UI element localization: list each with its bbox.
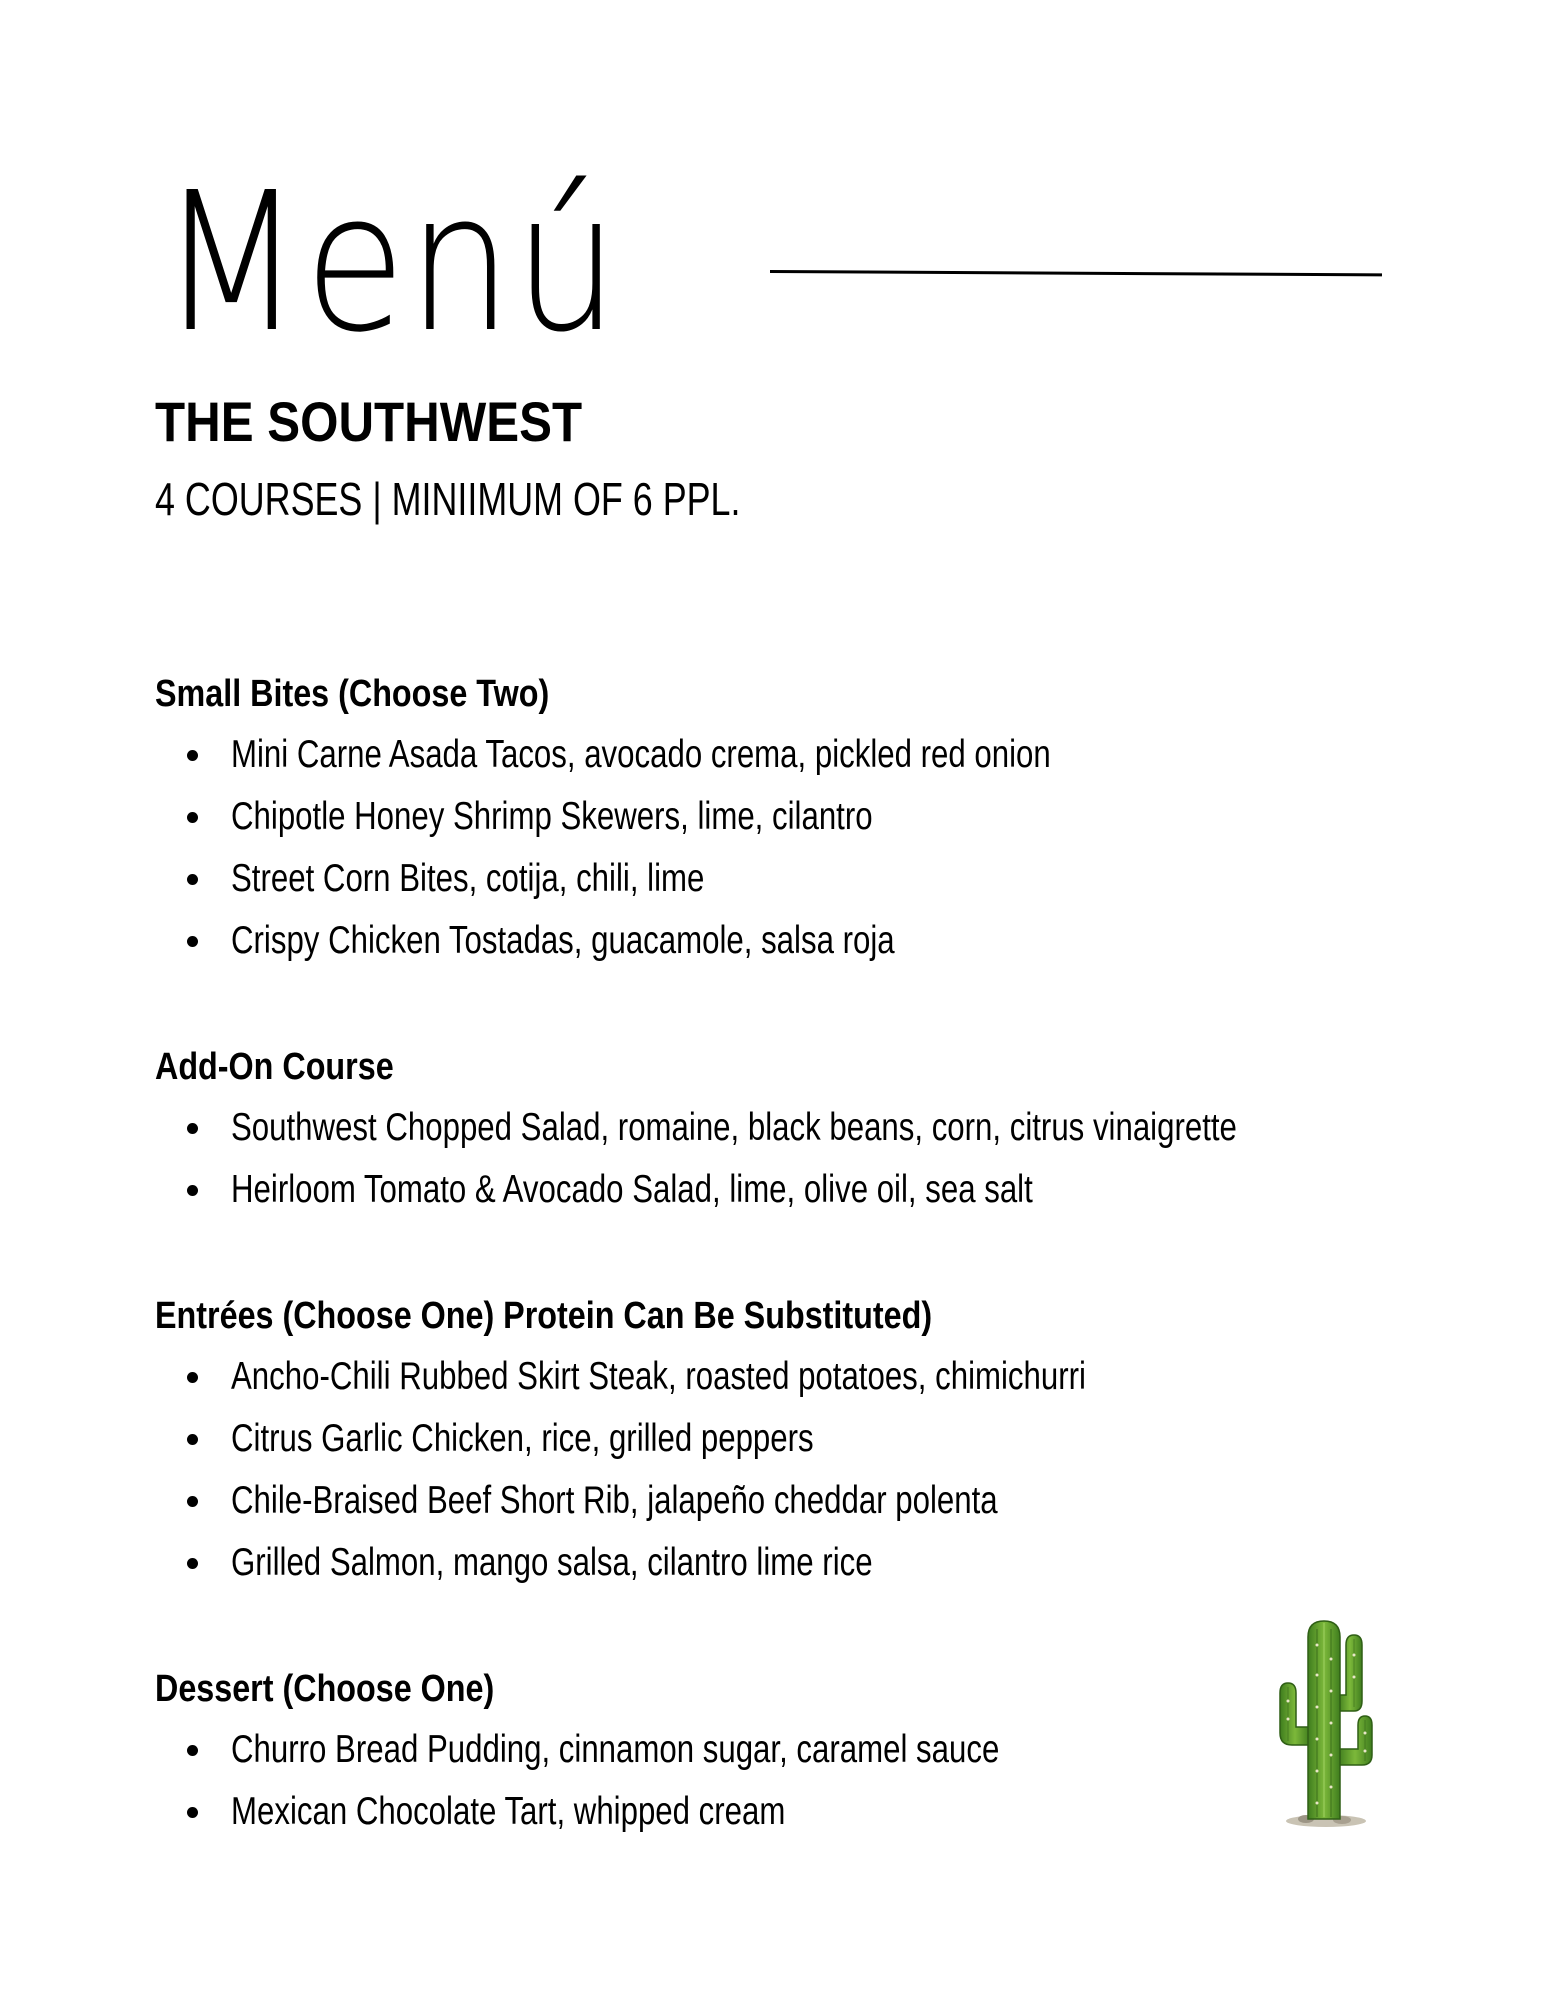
- menu-item: [155, 1346, 1455, 1408]
- section-heading: Dessert (Choose One): [155, 1668, 495, 1710]
- bullet-icon: [187, 1123, 198, 1134]
- menu-item: [155, 1532, 1455, 1594]
- section-heading: Add-On Course: [155, 1046, 394, 1088]
- bullet-icon: [187, 1434, 198, 1445]
- bullet-icon: [187, 1372, 198, 1383]
- menu-item-text: Mini Carne Asada Tacos, avocado crema, pickled red onion: [231, 733, 1051, 776]
- menu-item: [155, 1781, 1455, 1843]
- menu-item-text: Churro Bread Pudding, cinnamon sugar, caramel sauce: [231, 1728, 1000, 1771]
- menu-item-text: Chipotle Honey Shrimp Skewers, lime, cilantro: [231, 795, 873, 838]
- section-small-bites: [155, 668, 1455, 972]
- menu-item: [155, 1470, 1455, 1532]
- bullet-icon: [187, 1185, 198, 1196]
- menu-item: [155, 786, 1455, 848]
- menu-item-text: Grilled Salmon, mango salsa, cilantro lime rice: [231, 1541, 873, 1584]
- menu-item-text: Crispy Chicken Tostadas, guacamole, salsa roja: [231, 919, 895, 962]
- item-list: [155, 1346, 1455, 1594]
- bullet-icon: [187, 874, 198, 885]
- bullet-icon: [187, 812, 198, 823]
- menu-tagline: 4 COURSES | MINIIMUM OF 6 PPL.: [155, 473, 741, 525]
- menu-item-text: Citrus Garlic Chicken, rice, grilled peppers: [231, 1417, 814, 1460]
- menu-item: [155, 1719, 1455, 1781]
- menu-title: Menú: [160, 152, 621, 375]
- menu-item: [155, 724, 1455, 786]
- section-heading: Entrées (Choose One) Protein Can Be Substituted): [155, 1295, 933, 1337]
- section-add-on-course: [155, 1041, 1455, 1221]
- bullet-icon: [187, 1558, 198, 1569]
- menu-item-text: Heirloom Tomato & Avocado Salad, lime, olive oil, sea salt: [231, 1168, 1033, 1211]
- menu-item-text: Southwest Chopped Salad, romaine, black beans, corn, citrus vinaigrette: [231, 1106, 1237, 1149]
- menu-item: [155, 1408, 1455, 1470]
- menu-sections: [155, 668, 1455, 1912]
- menu-item: [155, 910, 1455, 972]
- section-dessert: [155, 1663, 1455, 1843]
- title-divider-line: [770, 270, 1382, 276]
- section-entrees: [155, 1290, 1455, 1594]
- menu-item-text: Street Corn Bites, cotija, chili, lime: [231, 857, 705, 900]
- menu-item: [155, 1159, 1455, 1221]
- menu-item: [155, 1097, 1455, 1159]
- cactus-icon: [1270, 1615, 1380, 1830]
- bullet-icon: [187, 936, 198, 947]
- menu-item-text: Chile-Braised Beef Short Rib, jalapeño cheddar polenta: [231, 1479, 998, 1522]
- section-heading: Small Bites (Choose Two): [155, 673, 550, 715]
- menu-item: [155, 848, 1455, 910]
- menu-item-text: Ancho-Chili Rubbed Skirt Steak, roasted potatoes, chimichurri: [231, 1355, 1086, 1398]
- item-list: [155, 1097, 1455, 1221]
- bullet-icon: [187, 1745, 198, 1756]
- menu-subtitle: THE SOUTHWEST: [155, 390, 583, 453]
- item-list: [155, 724, 1455, 972]
- bullet-icon: [187, 750, 198, 761]
- bullet-icon: [187, 1807, 198, 1818]
- bullet-icon: [187, 1496, 198, 1507]
- item-list: [155, 1719, 1455, 1843]
- menu-item-text: Mexican Chocolate Tart, whipped cream: [231, 1790, 786, 1833]
